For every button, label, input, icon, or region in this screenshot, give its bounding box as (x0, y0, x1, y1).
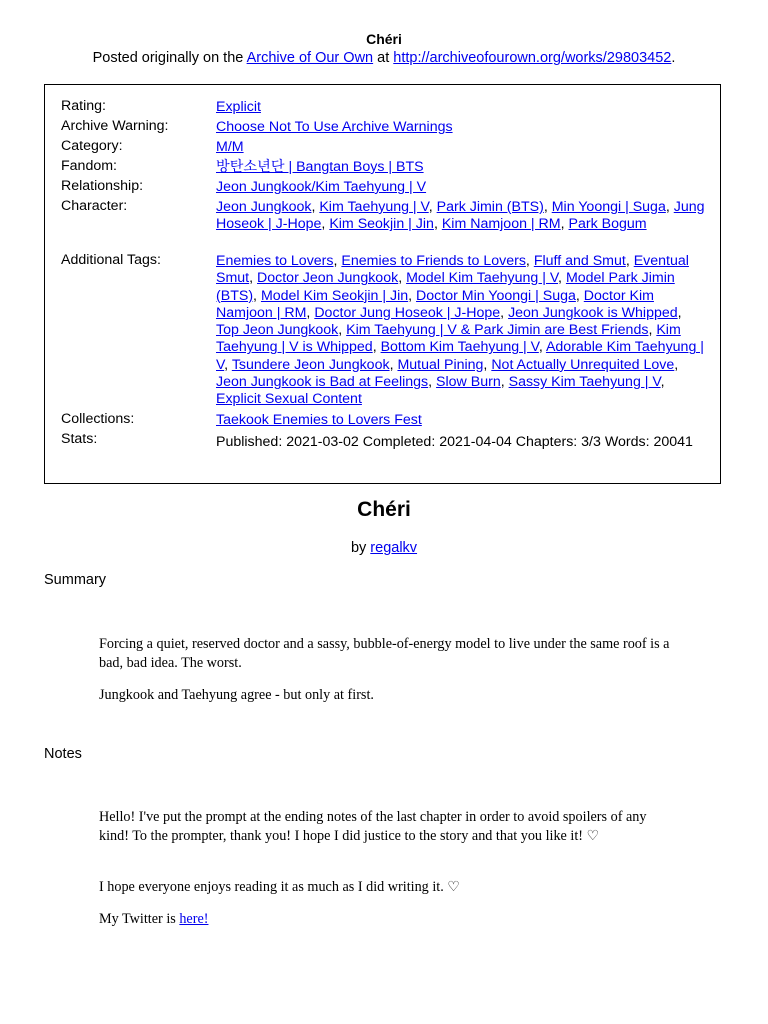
tag-link[interactable]: Park Bogum (568, 216, 647, 233)
tag-separator: , (660, 374, 665, 391)
at-word: at (377, 50, 390, 66)
tag-link[interactable]: Choose Not To Use Archive Warnings (216, 119, 453, 135)
fandom-tags (216, 159, 706, 176)
tag-separator: , (543, 199, 552, 215)
work-url-link[interactable]: http://archiveofourown.org/works/29803452 (393, 50, 672, 66)
tag-separator: , (389, 356, 398, 373)
tag-separator: , (558, 270, 566, 287)
warning-tags (216, 119, 706, 136)
notes-paragraph-2: I hope everyone enjoys reading it as much as I did writing it. ♡ (99, 879, 461, 895)
author-link[interactable]: regalkv (370, 540, 418, 556)
relationship-label: Relationship: (61, 178, 144, 194)
rating-tags (216, 99, 706, 116)
tag-link[interactable]: Kim Namjoon | RM (441, 216, 561, 233)
by-prefix: by (350, 540, 367, 556)
tag-separator: , (500, 304, 509, 321)
tag-separator: , (677, 304, 682, 321)
tag-separator: , (224, 356, 232, 373)
tag-separator: , (398, 270, 407, 287)
tag-link[interactable]: Slow Burn (436, 374, 501, 391)
tag-link[interactable]: Doctor Kim Namjoon | RM (216, 287, 654, 321)
character-label: Character: (61, 198, 128, 214)
stats-value: Published: 2021-03-02 Completed: 2021-04-04 Chapters: 3/3 Words: 20041 (216, 434, 693, 450)
tag-separator: , (408, 287, 417, 304)
tag-separator: , (321, 216, 330, 233)
posted-line (0, 50, 768, 66)
tag-link[interactable]: Min Yoongi | Suga (551, 199, 666, 215)
tag-link[interactable]: Taekook Enemies to Lovers Fest (216, 412, 422, 428)
tag-link[interactable]: Kim Taehyung | V & Park Jimin are Best Friends (346, 322, 649, 339)
tag-link[interactable]: Sassy Kim Taehyung | V (508, 374, 661, 391)
tag-link[interactable]: M/M (216, 139, 244, 155)
tag-separator: , (674, 356, 679, 373)
tag-separator: , (525, 253, 534, 269)
tag-link[interactable]: Top Jeon Jungkook (216, 322, 339, 339)
category-tags (216, 139, 706, 156)
tag-link[interactable]: Bottom Kim Taehyung | V (380, 339, 539, 356)
tag-link[interactable]: Enemies to Friends to Lovers (341, 253, 526, 269)
tag-link[interactable]: Enemies to Lovers (216, 253, 334, 269)
category-label: Category: (61, 138, 123, 154)
tag-separator: , (311, 199, 320, 215)
period: . (671, 50, 676, 66)
stats-label: Stats: (61, 431, 98, 447)
tag-separator: , (483, 356, 492, 373)
additional-tags-label: Additional Tags: (61, 252, 161, 268)
tag-link[interactable]: Model Kim Seokjin | Jin (260, 287, 409, 304)
tag-link[interactable]: Eventual Smut (216, 253, 689, 287)
tag-separator: , (253, 287, 261, 304)
relationship-tags (216, 179, 706, 196)
summary-paragraph-1: Forcing a quiet, reserved doctor and a sassy, bubble-of-energy model to live under the same roof is a bad, bad idea. The worst. (99, 636, 670, 671)
tag-separator: , (433, 216, 442, 233)
tag-separator: , (338, 322, 347, 339)
tag-separator: , (333, 253, 342, 269)
tag-link[interactable]: Explicit (216, 99, 261, 115)
metadata-box (44, 84, 721, 484)
tag-link[interactable]: Tsundere Jeon Jungkook (231, 356, 390, 373)
tag-separator: , (249, 270, 258, 287)
notes-paragraph-1: Hello! I've put the prompt at the ending notes of the last chapter in order to avoid spoilers of any kind! To the prompter, thank you! I hope I did justice to the story and that you like it! ♡ (99, 809, 647, 844)
tag-link[interactable]: Jeon Jungkook (216, 199, 312, 215)
tag-link[interactable]: Jeon Jungkook is Bad at Feelings (216, 374, 429, 391)
twitter-link[interactable]: here! (179, 911, 209, 927)
notes-twitter-line (99, 910, 679, 929)
tag-link[interactable]: Model Kim Taehyung | V (406, 270, 559, 287)
tag-separator: , (306, 304, 315, 321)
tag-link[interactable]: Adorable Kim Taehyung | V (216, 339, 704, 373)
fandom-label: Fandom: (61, 158, 117, 174)
tag-link[interactable]: Explicit Sexual Content (216, 391, 362, 408)
byline (0, 540, 768, 556)
summary-paragraph-2: Jungkook and Taehyung agree - but only at first. (99, 687, 374, 703)
tag-separator: , (648, 322, 657, 339)
character-tags (216, 199, 706, 234)
tag-link[interactable]: Jung Hoseok | J-Hope (216, 199, 705, 233)
tag-link[interactable]: Kim Seokjin | Jin (329, 216, 434, 233)
work-title: Chéri (357, 498, 411, 521)
tag-link[interactable]: Jeon Jungkook/Kim Taehyung | V (216, 179, 427, 195)
tag-separator: , (538, 339, 546, 356)
tag-separator: , (665, 199, 674, 215)
tag-link[interactable]: Mutual Pining (397, 356, 484, 373)
tag-separator: , (500, 374, 509, 391)
tag-separator: , (428, 199, 437, 215)
tag-link[interactable]: Kim Taehyung | V (319, 199, 429, 215)
twitter-prefix: My Twitter is (99, 911, 176, 927)
additional-tags (216, 253, 706, 409)
tag-separator: , (560, 216, 569, 233)
tag-link[interactable]: Fluff and Smut (533, 253, 626, 269)
tag-link[interactable]: Kim Taehyung | V is Whipped (216, 322, 681, 356)
header-title: Chéri (366, 31, 402, 47)
tag-separator: , (428, 374, 437, 391)
summary-heading: Summary (44, 572, 107, 588)
tag-link[interactable]: 방탄소년단 | Bangtan Boys | BTS (216, 159, 424, 175)
tag-link[interactable]: Not Actually Unrequited Love (491, 356, 675, 373)
rating-label: Rating: (61, 98, 106, 114)
tag-link[interactable]: Doctor Jung Hoseok | J-Hope (314, 304, 501, 321)
posted-prefix: Posted originally on the (92, 50, 244, 66)
tag-link[interactable]: Park Jimin (BTS) (436, 199, 544, 215)
archive-link[interactable]: Archive of Our Own (246, 50, 374, 66)
tag-link[interactable]: Model Park Jimin (BTS) (216, 270, 675, 304)
collections-label: Collections: (61, 411, 135, 427)
tag-separator: , (625, 253, 634, 269)
notes-heading: Notes (44, 746, 82, 762)
tag-link[interactable]: Doctor Min Yoongi | Suga (416, 287, 576, 304)
tag-link[interactable]: Doctor Jeon Jungkook (257, 270, 399, 287)
tag-separator: , (575, 287, 584, 304)
tag-separator: , (372, 339, 381, 356)
collections-tags (216, 412, 706, 429)
tag-link[interactable]: Jeon Jungkook is Whipped (508, 304, 678, 321)
warning-label: Archive Warning: (61, 118, 169, 134)
